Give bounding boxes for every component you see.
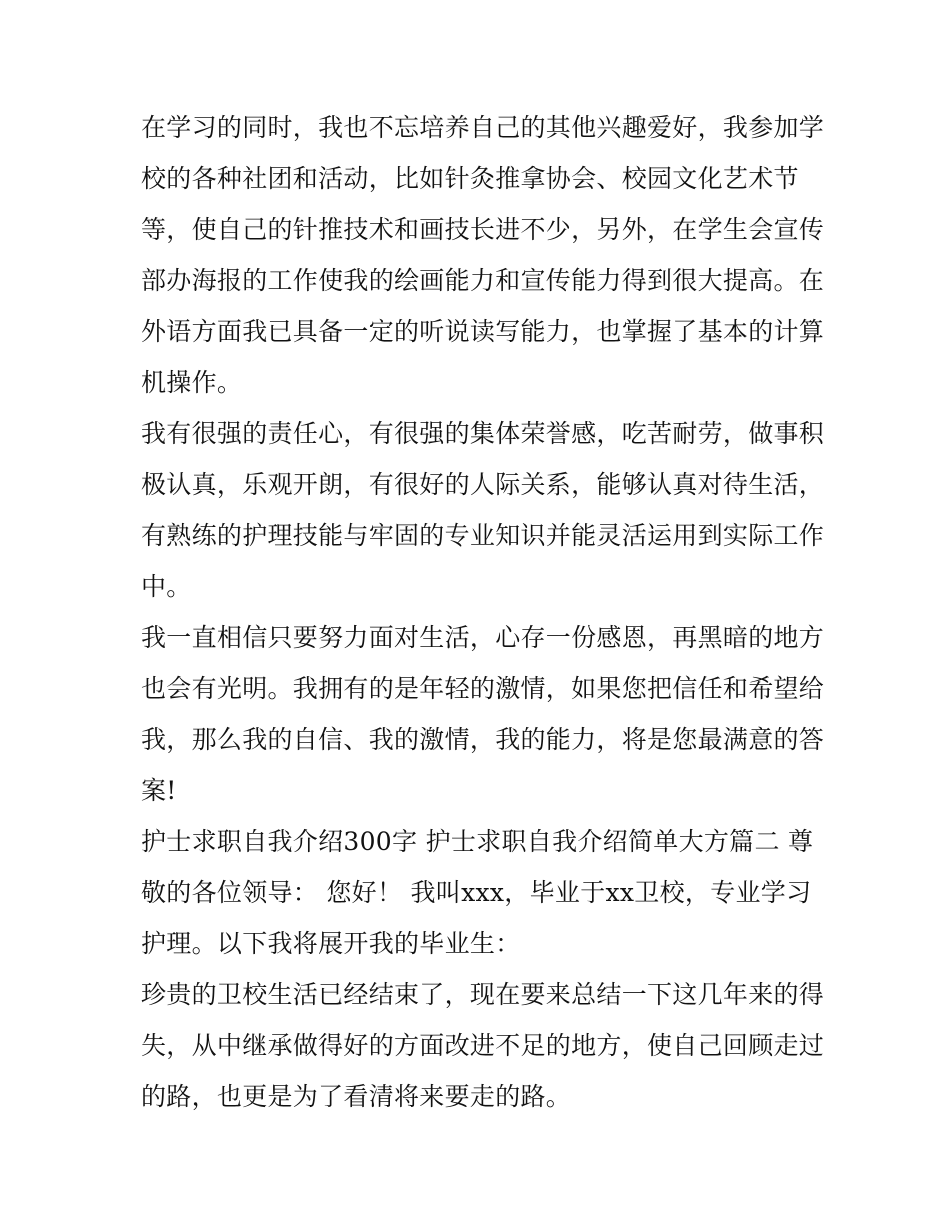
text-line: 我，那么我的自信、我的激情，我的能力，将是您最满意的答 [141,725,825,754]
text-line: 珍贵的卫校生活已经结束了，现在要来总结一下这几年来的得 [141,980,825,1009]
text-line: 敬的各位领导： 您好！ 我叫xxx，毕业于xx卫校，专业学习 [141,878,812,907]
text-line: 护士求职自我介绍300字 护士求职自我介绍简单大方篇二 尊 [141,827,814,856]
text-line: 等，使自己的针推技术和画技长进不少，另外，在学生会宣传 [141,215,825,244]
text-line: 校的各种社团和活动，比如针灸推拿协会、校园文化艺术节 [141,164,799,193]
text-line: 案! [141,776,177,805]
text-line: 有熟练的护理技能与牢固的专业知识并能灵活运用到实际工作 [141,521,825,550]
text-line: 我有很强的责任心，有很强的集体荣誉感，吃苦耐劳，做事积 [141,419,825,448]
text-line: 我一直相信只要努力面对生活，心存一份感恩，再黑暗的地方 [141,623,825,652]
text-line: 也会有光明。我拥有的是年轻的激情，如果您把信任和希望给 [141,674,825,703]
text-line: 极认真，乐观开朗，有很好的人际关系，能够认真对待生活， [141,470,825,499]
text-line: 失，从中继承做得好的方面改进不足的地方，使自己回顾走过 [141,1031,825,1060]
text-line: 护理。以下我将展开我的毕业生： [141,929,521,958]
document-body [141,102,825,1122]
text-line: 部办海报的工作使我的绘画能力和宣传能力得到很大提高。在 [141,266,825,295]
text-line: 的路，也更是为了看清将来要走的路。 [141,1082,572,1111]
text-line: 中。 [141,572,192,601]
text-line: 在学习的同时，我也不忘培养自己的其他兴趣爱好，我参加学 [141,113,825,142]
text-line: 外语方面我已具备一定的听说读写能力，也掌握了基本的计算 [141,317,825,346]
text-line: 机操作。 [141,368,243,397]
